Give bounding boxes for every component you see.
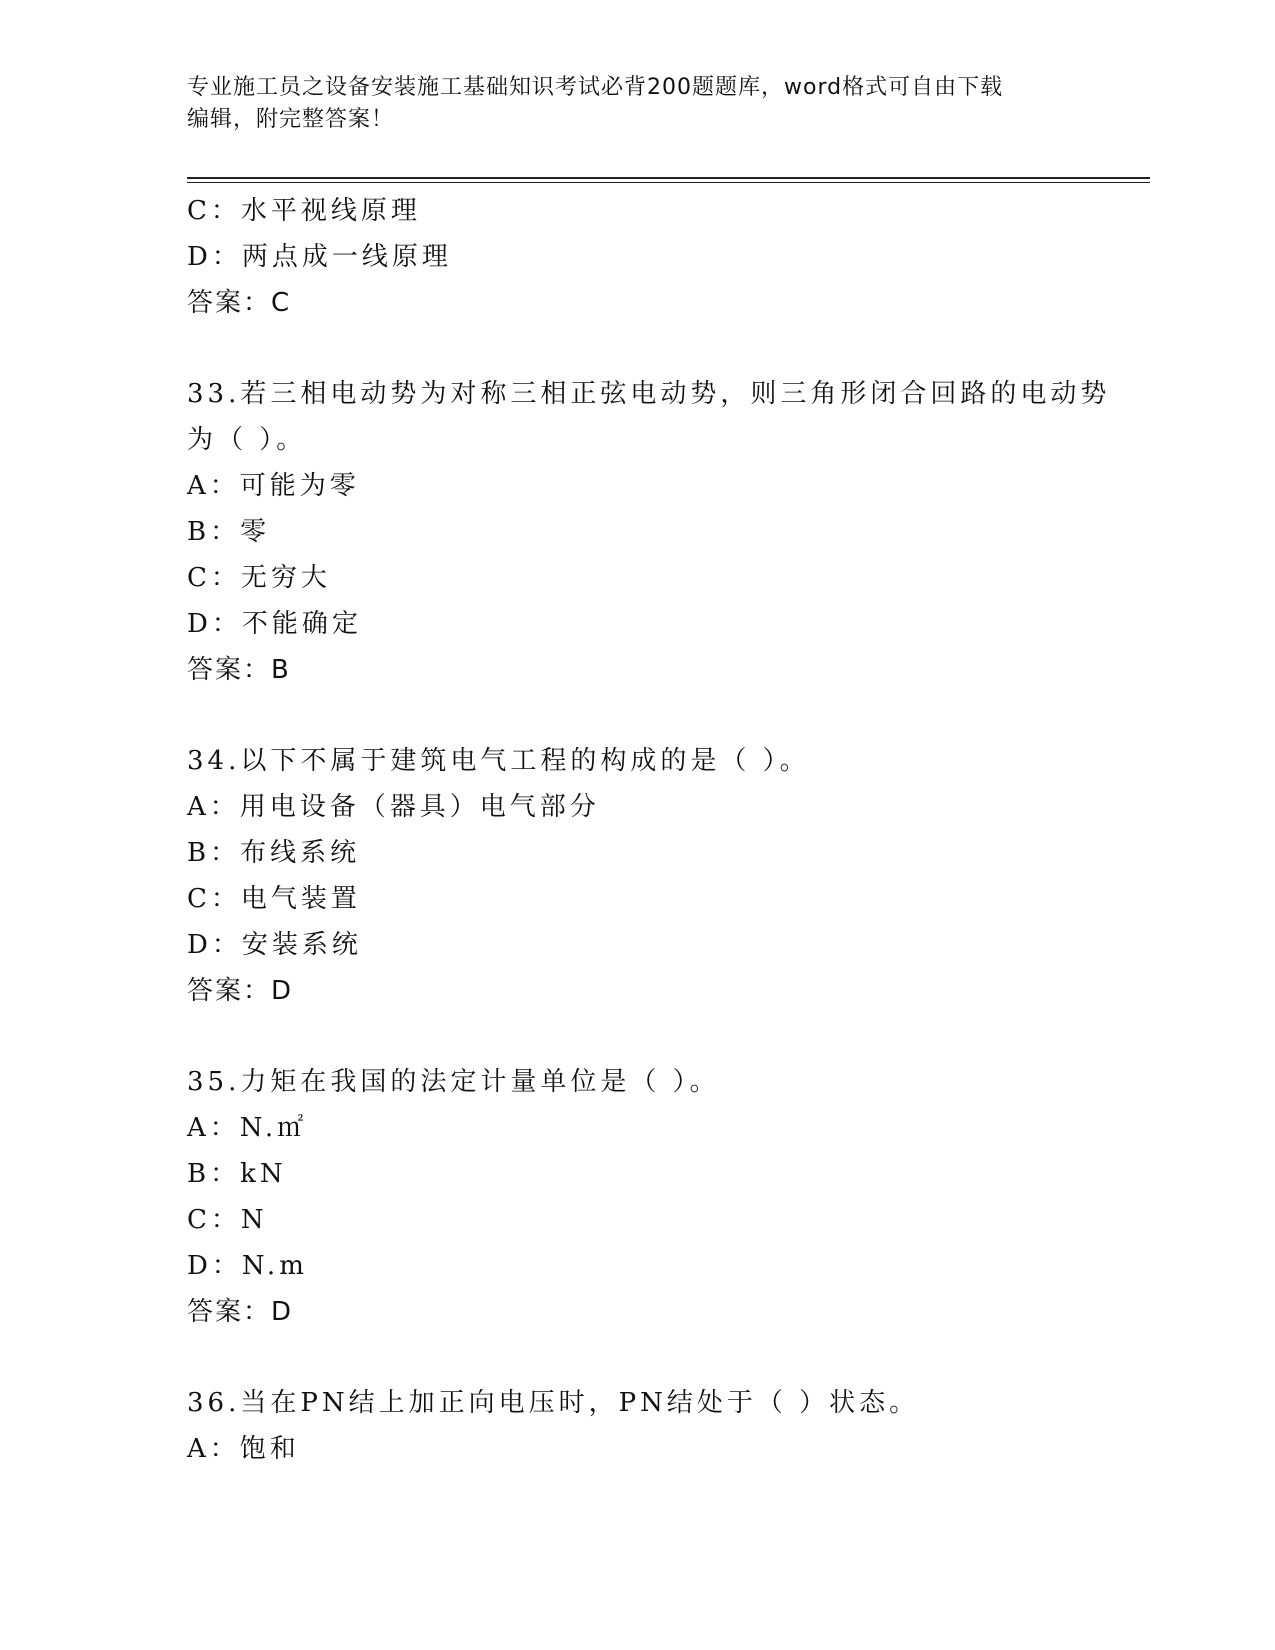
question-stem-continued: 为（ ）。 (187, 425, 307, 455)
spacer (187, 326, 1087, 371)
option-a: A：用电设备（器具）电气部分 (187, 792, 600, 822)
option-c: C：水平视线原理 (187, 196, 421, 226)
question-32-partial (187, 188, 1087, 326)
option-d: D：两点成一线原理 (187, 242, 452, 272)
question-35 (187, 1059, 1087, 1335)
answer-line: 答案：D (187, 1297, 294, 1327)
option-b: B：零 (187, 517, 271, 547)
question-stem: 36.当在PN结上加正向电压时，PN结处于（ ）状态。 (187, 1388, 920, 1418)
header-rule-thick (187, 177, 1150, 179)
question-stem: 34.以下不属于建筑电气工程的构成的是（ ）。 (187, 746, 810, 776)
question-stem: 35.力矩在我国的法定计量单位是（ ）。 (187, 1067, 720, 1097)
option-a: A：N.㎡ (187, 1113, 308, 1143)
header-rule-thin (187, 182, 1150, 183)
spacer (187, 1335, 1087, 1380)
question-33 (187, 371, 1111, 693)
option-c: C：电气装置 (187, 884, 361, 914)
spacer (187, 693, 1087, 738)
option-d: D：不能确定 (187, 609, 362, 639)
answer-line: 答案：D (187, 976, 294, 1006)
option-d: D：安装系统 (187, 930, 362, 960)
option-b: B：布线系统 (187, 838, 361, 868)
spacer (187, 1014, 1087, 1059)
header-line-2: 编辑，附完整答案！ (187, 107, 395, 132)
question-stem: 33.若三相电动势为对称三相正弦电动势，则三角形闭合回路的电动势 (187, 379, 1111, 409)
answer-line: 答案：B (187, 655, 291, 685)
question-list (187, 188, 1111, 1472)
option-c: C：无穷大 (187, 563, 331, 593)
option-a: A：饱和 (187, 1434, 300, 1464)
answer-line: 答案：C (187, 288, 292, 318)
question-34 (187, 738, 1087, 1014)
option-d: D：N.m (187, 1251, 308, 1281)
option-b: B：kN (187, 1159, 287, 1189)
question-36 (187, 1380, 1087, 1472)
header-line-1: 专业施工员之设备安装施工基础知识考试必背200题题库，word格式可自由下载 (187, 75, 1004, 100)
option-c: C：N (187, 1205, 268, 1235)
option-a: A：可能为零 (187, 471, 360, 501)
document-header (187, 72, 1087, 136)
